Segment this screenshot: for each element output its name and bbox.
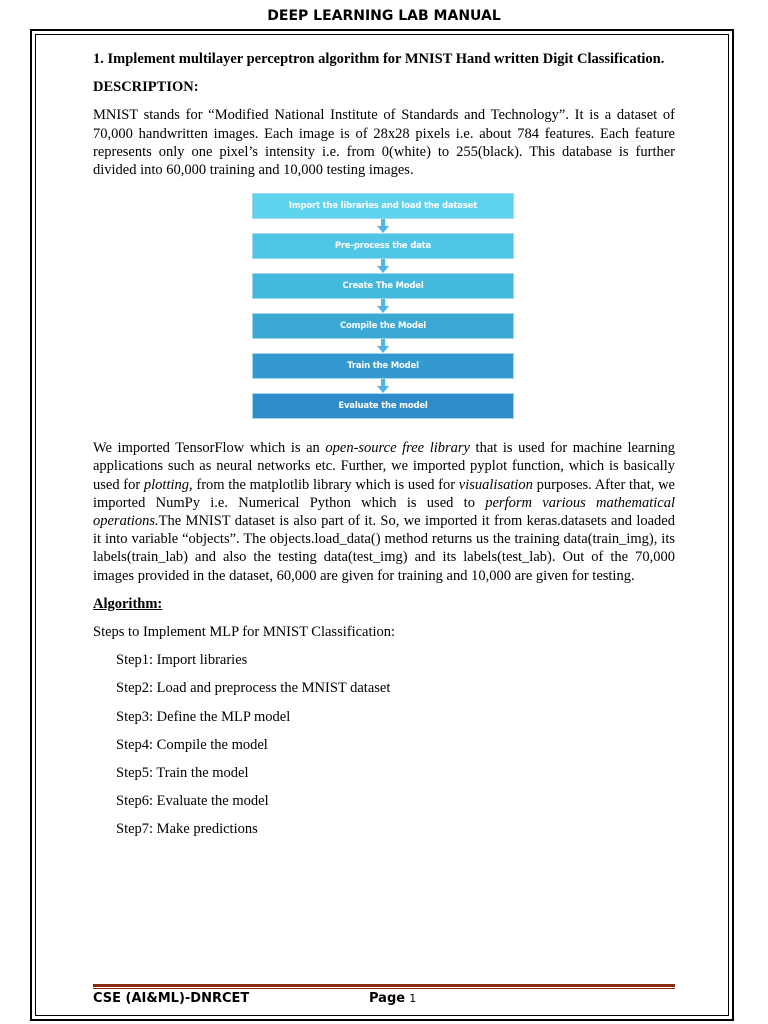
tensorflow-paragraph	[93, 439, 675, 585]
paragraph-emphasis: open-source free library	[325, 440, 470, 457]
flow-step-compile-model: Compile the Model	[252, 313, 514, 339]
footer-divider	[93, 984, 675, 987]
algorithm-step: Step3: Define the MLP model	[116, 708, 291, 725]
footer-department: CSE (AI&ML)-DNRCET	[93, 991, 250, 1006]
paragraph-text: that is used for machine learning applications such as neural networks etc. Further, we imported pyplot function, which is basically used for	[93, 440, 675, 493]
description-text: MNIST stands for “Modified National Institute of Standards and Technology”. It is a dataset of 70,000 handwritten images. Each image is of 28x28 pixels i.e. about 784 features. Each feature represents only one pixel’s intensity i.e. from 0(white) to 255(black). This database is further divided into 60,000 training and 10,000 testing images.	[93, 107, 675, 179]
section-heading: 1. Implement multilayer perceptron algorithm for MNIST Hand written Digit Classification.	[93, 51, 665, 67]
paragraph-emphasis: plotting,	[143, 476, 193, 493]
footer-page-number	[369, 991, 416, 1006]
paragraph-text: purposes. After that, we imported NumPy i.e. Numerical Python which is used to	[93, 476, 675, 511]
paragraph-emphasis: perform various mathematical operations.	[93, 494, 675, 530]
algorithm-intro: Steps to Implement MLP for MNIST Classification:	[93, 624, 396, 641]
flow-step-create-model: Create The Model	[252, 273, 514, 299]
flow-step-evaluate-model: Evaluate the model	[252, 393, 514, 419]
page-content	[93, 50, 675, 839]
page-header-title: DEEP LEARNING LAB MANUAL	[267, 8, 501, 24]
down-arrow-icon	[376, 219, 390, 233]
algorithm-step: Step5: Train the model	[116, 765, 249, 782]
down-arrow-icon	[376, 379, 390, 393]
paragraph-emphasis: visualisation	[458, 476, 533, 493]
algorithm-step: Step7: Make predictions	[116, 821, 258, 838]
algorithm-step: Step4: Compile the model	[116, 736, 268, 753]
algorithm-step: Step1: Import libraries	[116, 652, 248, 669]
paragraph-text: We imported TensorFlow which is an	[93, 440, 326, 457]
flow-step-train-model: Train the Model	[252, 353, 514, 379]
down-arrow-icon	[376, 339, 390, 353]
algorithm-label: Algorithm:	[93, 595, 163, 612]
page-label: Page	[369, 991, 406, 1006]
down-arrow-icon	[376, 299, 390, 313]
paragraph-text: from the matplotlib library which is used for	[192, 476, 459, 493]
footer-divider-thin	[93, 988, 675, 989]
algorithm-step: Step6: Evaluate the model	[116, 793, 269, 810]
flow-step-import: Import the libraries and load the dataset	[252, 193, 514, 219]
description-label: DESCRIPTION:	[93, 79, 199, 96]
page-number: 1	[409, 992, 417, 1005]
flow-step-preprocess: Pre-process the data	[252, 233, 514, 259]
algorithm-step: Step2: Load and preprocess the MNIST dataset	[116, 680, 391, 697]
workflow-diagram	[252, 193, 514, 421]
down-arrow-icon	[376, 259, 390, 273]
paragraph-text: The MNIST dataset is also part of it. So, we imported it from keras.datasets and loaded it into variable “objects”. The objects.load_data() method returns us the training data(train_img), its labels(train_lab) and also the testing data(test_img) and its labels(test_lab). Out of the 70,000 images provided in the dataset, 60,000 are given for training and 10,000 are given for testing.	[93, 513, 675, 584]
